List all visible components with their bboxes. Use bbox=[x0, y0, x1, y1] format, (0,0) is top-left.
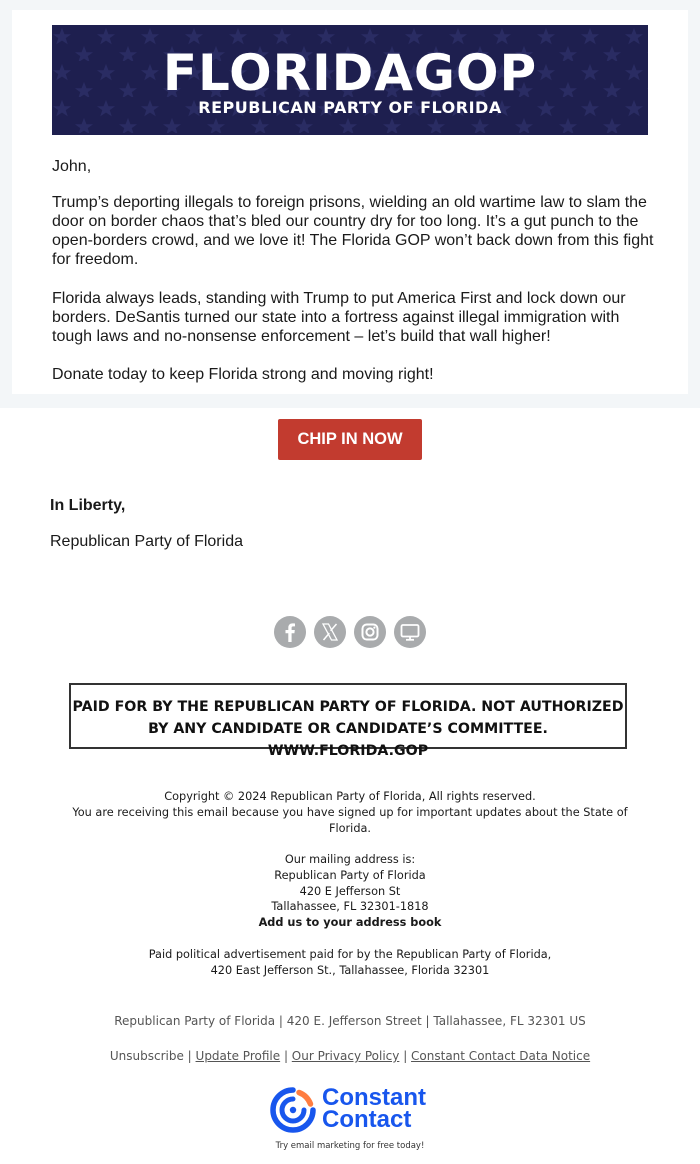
closing: In Liberty, bbox=[50, 497, 126, 514]
data-notice-link[interactable]: Constant Contact Data Notice bbox=[411, 1049, 591, 1063]
paid-ad-block bbox=[50, 947, 650, 979]
logo-wordmark: FLORIDAGOP bbox=[162, 44, 538, 102]
paragraph-2: Florida always leads, standing with Trump to put America First and lock down our borders. DeSantis turned our state into a fortress against illegal immigration with tough laws and no-nonsense enforcement – let’s build that wall higher! bbox=[52, 290, 626, 345]
disclaimer-line-1: PAID FOR BY THE REPUBLICAN PARTY OF FLORIDA. NOT AUTHORIZED bbox=[72, 699, 624, 715]
mailing-label: Our mailing address is: bbox=[284, 853, 416, 866]
cc-logo-line-1[interactable]: Constant bbox=[322, 1084, 426, 1111]
address-name: Republican Party of Florida bbox=[274, 868, 426, 882]
instagram-icon bbox=[354, 616, 386, 648]
paid-ad-line-1: Paid political advertisement paid for by the Republican Party of Florida, bbox=[148, 948, 552, 961]
link-separator: | bbox=[399, 1049, 412, 1063]
privacy-policy-link[interactable]: Our Privacy Policy bbox=[291, 1049, 400, 1063]
paid-ad-line-2: 420 East Jefferson St., Tallahassee, Florida 32301 bbox=[210, 963, 490, 977]
copyright-text: Copyright © 2024 Republican Party of Florida, All rights reserved. bbox=[164, 790, 536, 803]
cc-address-line: Republican Party of Florida | 420 E. Jefferson Street | Tallahassee, FL 32301 US bbox=[114, 1014, 586, 1028]
add-to-address-book-link[interactable]: Add us to your address book bbox=[258, 916, 442, 930]
unsubscribe-link[interactable]: Unsubscribe bbox=[109, 1049, 184, 1063]
link-separator: | bbox=[183, 1049, 196, 1063]
receiving-text: You are receiving this email because you have signed up for important updates about the State of Florida. bbox=[72, 805, 628, 835]
chip-in-button[interactable]: CHIP IN NOW bbox=[278, 419, 422, 460]
cc-tagline[interactable]: Try email marketing for free today! bbox=[275, 1141, 425, 1151]
facebook-icon bbox=[274, 616, 306, 648]
greeting: John, bbox=[52, 158, 92, 175]
address-city: Tallahassee, FL 32301-1818 bbox=[271, 900, 429, 914]
paragraph-1: Trump’s deporting illegals to foreign prisons, wielding an old wartime law to slam the door on border chaos that’s bled our country dry for too long. It’s a gut punch to the open-borders crowd, and we love it! The Florida GOP won’t back down from this fight for freedom. bbox=[52, 194, 654, 268]
disclaimer-line-2: BY ANY CANDIDATE OR CANDIDATE’S COMMITTEE. WWW.FLORIDA.GOP bbox=[148, 721, 548, 759]
website-icon bbox=[394, 616, 426, 648]
paragraph-3: Donate today to keep Florida strong and moving right! bbox=[52, 366, 434, 383]
address-street: 420 E Jefferson St bbox=[299, 884, 401, 898]
footer-copyright-block bbox=[50, 789, 650, 836]
x-icon bbox=[314, 616, 346, 648]
cc-logo-line-2[interactable]: Contact bbox=[322, 1106, 412, 1133]
x-link[interactable] bbox=[314, 616, 346, 648]
website-link[interactable] bbox=[394, 616, 426, 648]
paid-for-disclaimer bbox=[69, 683, 627, 759]
constant-contact-logo-icon[interactable] bbox=[270, 1087, 316, 1133]
facebook-link[interactable] bbox=[274, 616, 306, 648]
logo-subtitle: REPUBLICAN PARTY OF FLORIDA bbox=[198, 98, 502, 117]
signature: Republican Party of Florida bbox=[50, 533, 243, 550]
instagram-link[interactable] bbox=[354, 616, 386, 648]
link-separator: | bbox=[280, 1049, 292, 1063]
update-profile-link[interactable]: Update Profile bbox=[195, 1049, 281, 1063]
mailing-address-block bbox=[50, 852, 650, 931]
cc-links-row bbox=[0, 1049, 700, 1063]
header-banner bbox=[52, 25, 648, 135]
